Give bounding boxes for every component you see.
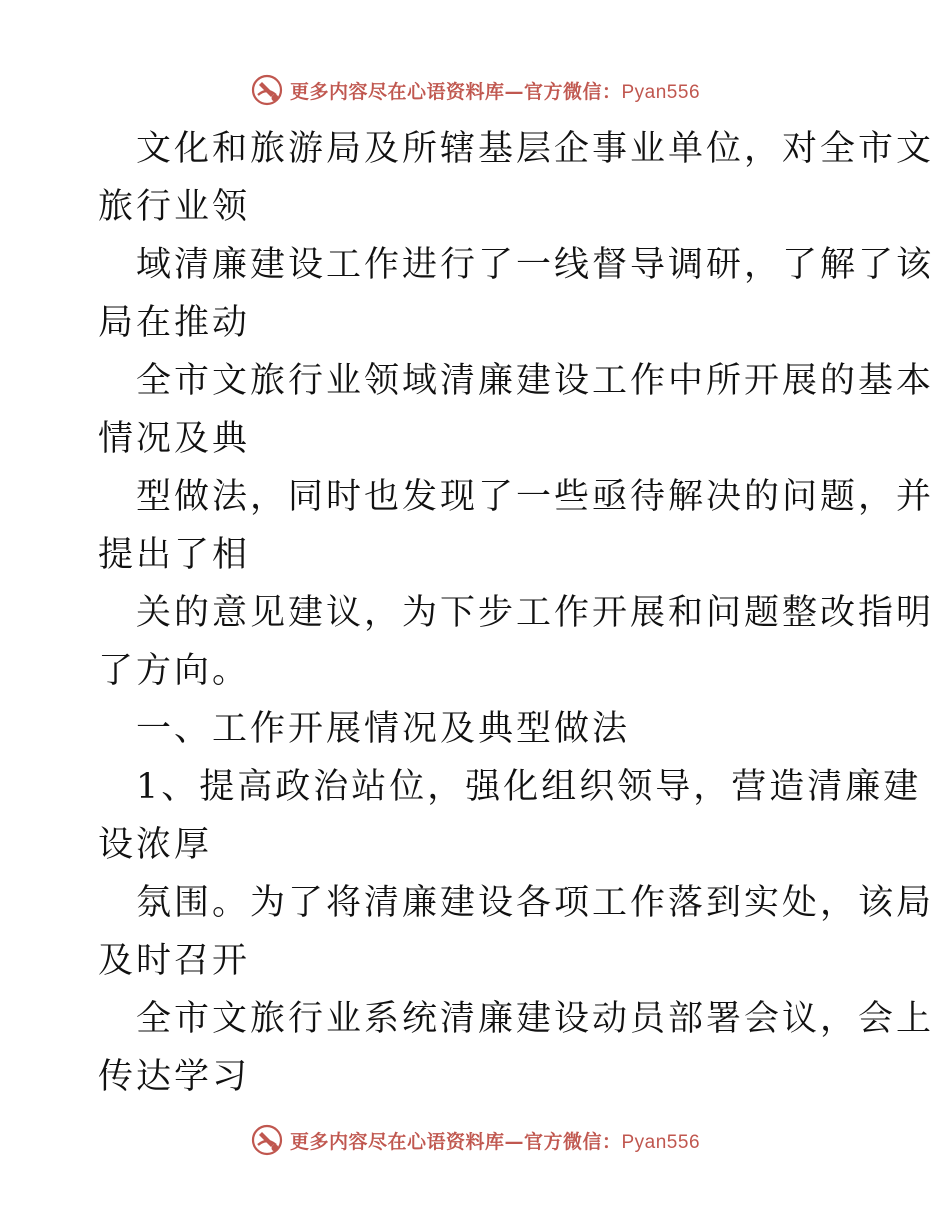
paragraph-line: 全市文旅行业系统清廉建设动员部署会议，会上 bbox=[136, 999, 935, 1039]
paragraph-line: 文化和旅游局及所辖基层企事业单位，对全市文 bbox=[136, 129, 935, 169]
paragraph bbox=[98, 236, 935, 352]
paragraph-line: 型做法，同时也发现了一些亟待解决的问题，并 bbox=[136, 477, 935, 517]
watermark-text bbox=[290, 1127, 700, 1154]
header-watermark bbox=[0, 70, 950, 110]
paragraph bbox=[98, 120, 935, 236]
paragraph bbox=[98, 990, 935, 1106]
paragraph-line: 了方向。 bbox=[98, 651, 251, 691]
paragraph bbox=[98, 468, 935, 584]
paragraph bbox=[98, 584, 935, 700]
paragraph-line: 及时召开 bbox=[98, 941, 251, 981]
paragraph-line: 全市文旅行业领域清廉建设工作中所开展的基本 bbox=[136, 361, 935, 401]
paragraph bbox=[98, 352, 935, 468]
paragraph-line: 氛围。为了将清廉建设各项工作落到实处，该局 bbox=[136, 883, 935, 923]
paragraph bbox=[98, 758, 922, 874]
watermark-wechat-id: Pyan556 bbox=[621, 1131, 701, 1153]
paragraph-line: 1、提高政治站位，强化组织领导，营造清廉建 bbox=[136, 767, 922, 807]
paragraph bbox=[98, 874, 935, 990]
paragraph-line: 关的意见建议，为下步工作开展和问题整改指明 bbox=[136, 593, 935, 633]
document-body bbox=[98, 120, 935, 1106]
paragraph-line: 设浓厚 bbox=[98, 825, 213, 865]
section-heading bbox=[98, 700, 858, 758]
paragraph-line: 传达学习 bbox=[98, 1057, 251, 1097]
paragraph-line: 提出了相 bbox=[98, 535, 251, 575]
paragraph-line: 旅行业领 bbox=[98, 187, 251, 227]
watermark-text bbox=[290, 77, 700, 104]
paragraph-line: 域清廉建设工作进行了一线督导调研，了解了该 bbox=[136, 245, 935, 285]
book-pen-logo-icon bbox=[250, 1123, 284, 1157]
paragraph-line: 局在推动 bbox=[98, 303, 251, 343]
paragraph-line: 情况及典 bbox=[98, 419, 251, 459]
watermark-cn-text: 更多内容尽在心语资料库—官方微信： bbox=[289, 80, 622, 103]
book-pen-logo-icon bbox=[250, 73, 284, 107]
footer-watermark bbox=[0, 1120, 950, 1160]
watermark-wechat-id: Pyan556 bbox=[621, 81, 701, 103]
watermark-cn-text: 更多内容尽在心语资料库—官方微信： bbox=[289, 1130, 622, 1153]
section-heading-text: 一、工作开展情况及典型做法 bbox=[136, 709, 631, 749]
